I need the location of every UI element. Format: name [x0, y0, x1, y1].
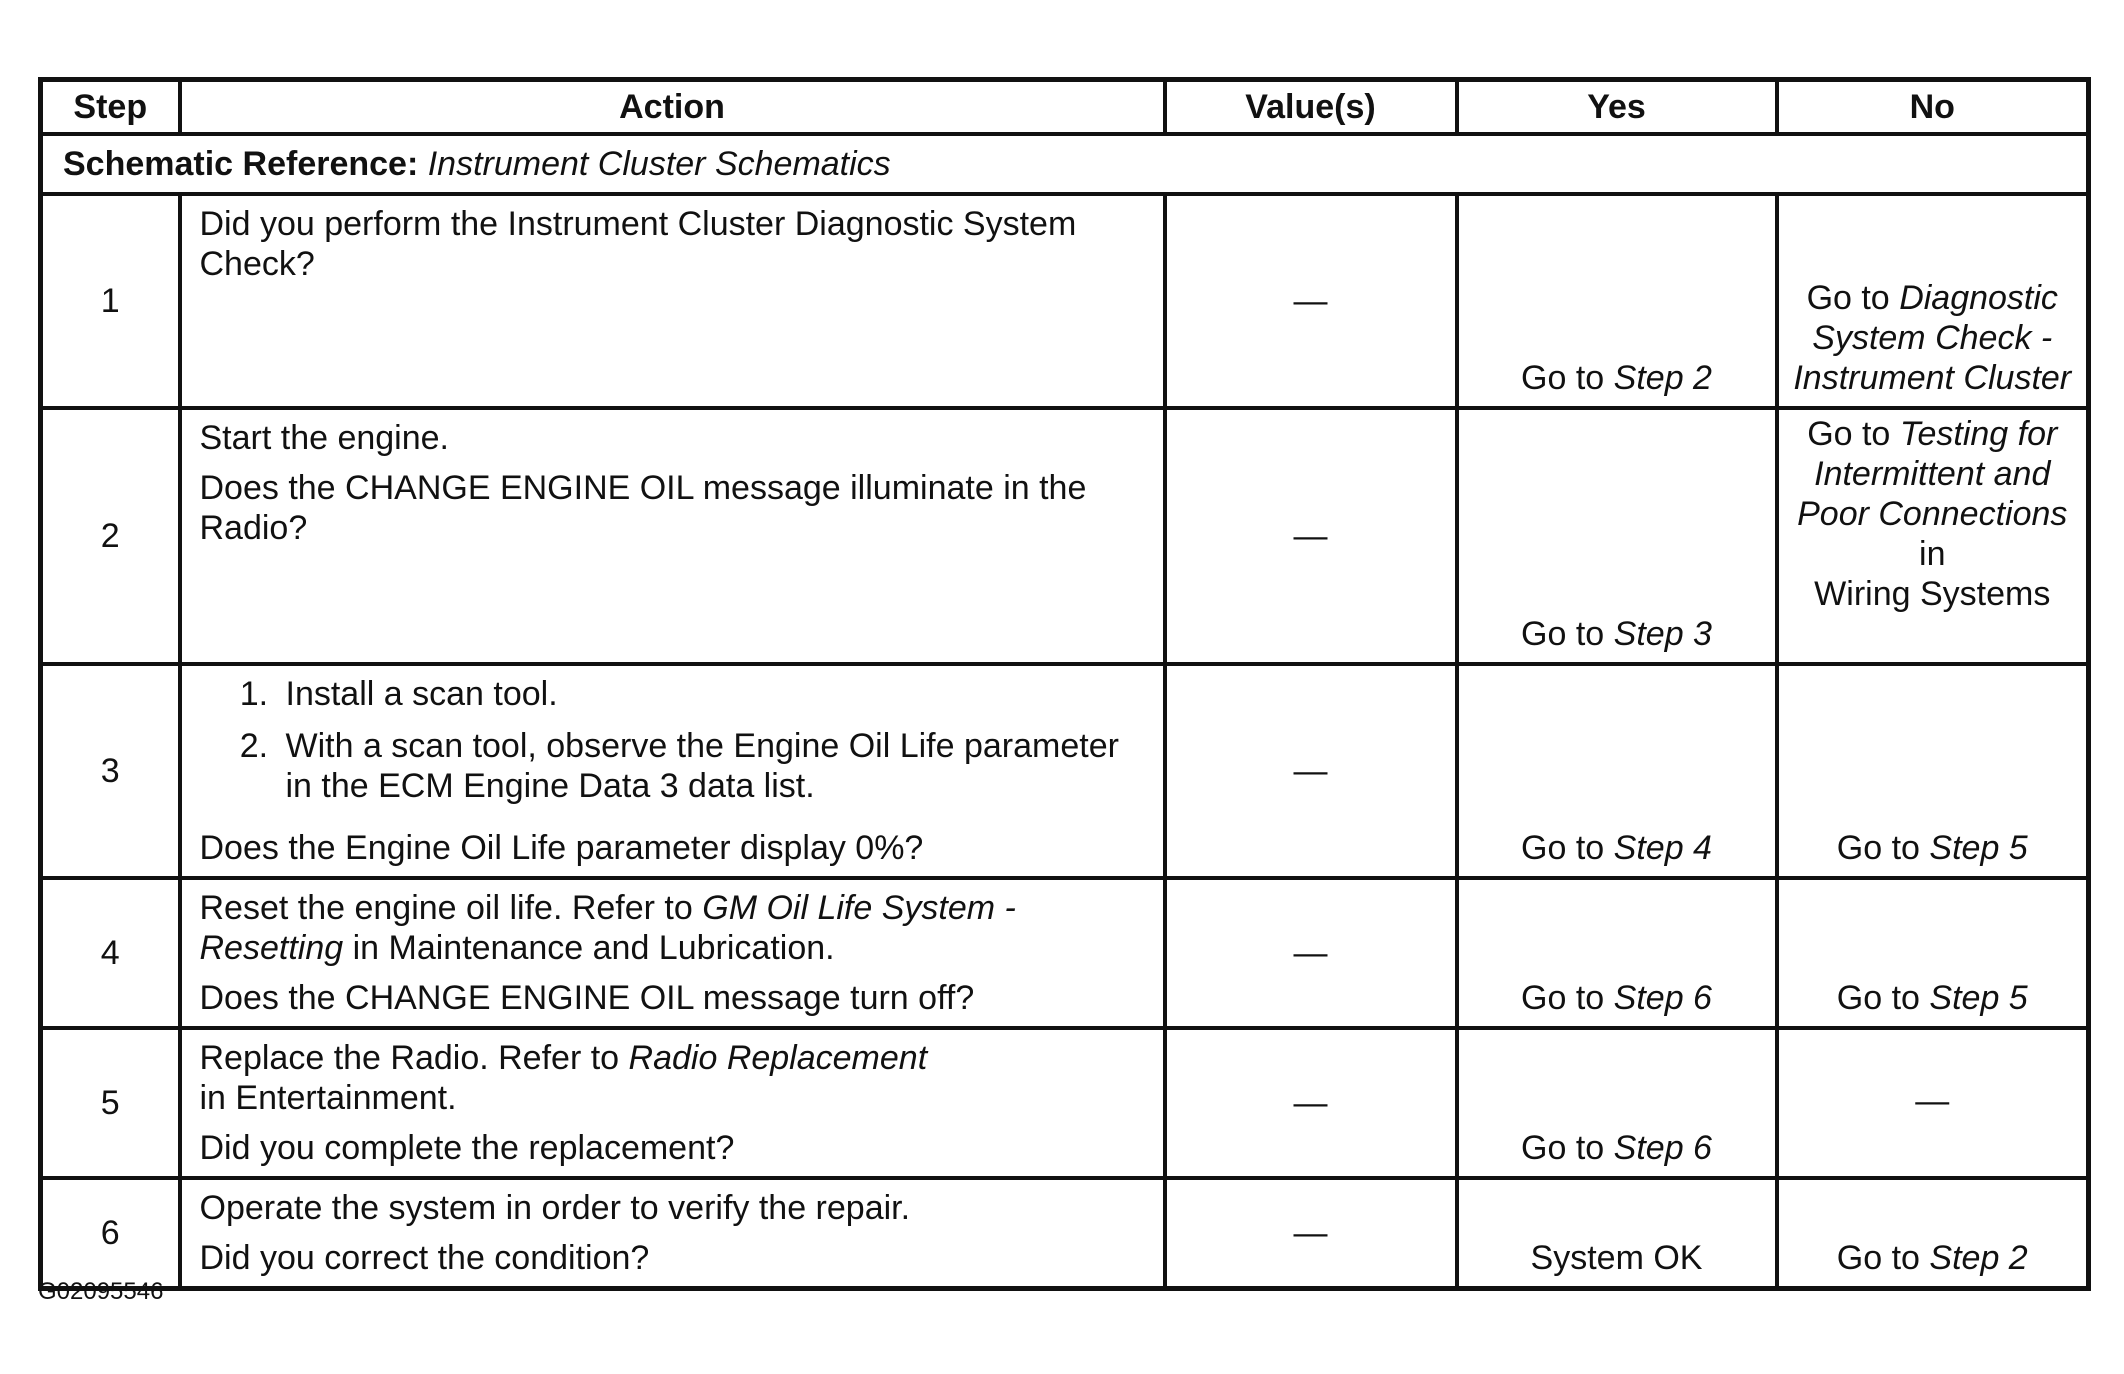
action-text	[200, 888, 1145, 968]
no-link[interactable]: Diagnostic System Check - Instrument Cluster	[1793, 279, 2072, 397]
no-cell	[1777, 1028, 2089, 1178]
action-cell	[180, 408, 1165, 664]
value-cell: —	[1165, 194, 1457, 408]
yes-prefix: Go to	[1521, 1129, 1605, 1167]
no-cell	[1777, 664, 2089, 878]
no-suffix: Wiring Systems	[1814, 575, 2051, 613]
figure-id: G02095546	[38, 1278, 164, 1305]
step-number: 4	[41, 878, 180, 1028]
yes-step-link[interactable]: Step 4	[1613, 829, 1712, 867]
action-text: Operate the system in order to verify the repair.	[199, 1189, 911, 1227]
value-cell: —	[1165, 1178, 1457, 1289]
no-prefix: Go to	[1806, 279, 1890, 317]
no-cell	[1777, 194, 2089, 408]
value-cell: —	[1165, 664, 1457, 878]
step-number: 2	[41, 408, 180, 664]
step-number: 1	[41, 194, 180, 408]
action-cell	[180, 664, 1165, 878]
table-row	[41, 878, 2089, 1028]
action-question: Does the CHANGE ENGINE OIL message turn off?	[199, 979, 975, 1017]
action-question: Does the Engine Oil Life parameter display 0%?	[199, 829, 924, 867]
value-cell: —	[1165, 408, 1457, 664]
no-cell	[1777, 878, 2089, 1028]
yes-text: System OK	[1530, 1239, 1703, 1277]
yes-step-link[interactable]: Step 2	[1613, 359, 1712, 397]
no-mid: in	[1919, 535, 1946, 573]
schematic-reference-link[interactable]: Instrument Cluster Schematics	[427, 145, 891, 183]
yes-cell	[1457, 664, 1777, 878]
schematic-reference-row	[41, 134, 2089, 194]
table-row	[41, 1028, 2089, 1178]
table-row	[41, 664, 2089, 878]
table-row	[41, 194, 2089, 408]
action-cell	[180, 1028, 1165, 1178]
no-cell	[1777, 408, 2089, 664]
step-number: 5	[41, 1028, 180, 1178]
yes-prefix: Go to	[1521, 359, 1605, 397]
action-link[interactable]: Radio Replacement	[628, 1039, 928, 1077]
value-cell: —	[1165, 1028, 1457, 1178]
yes-step-link[interactable]: Step 3	[1613, 615, 1712, 653]
table-row	[41, 1178, 2089, 1289]
action-list-item: 2. With a scan tool, observe the Engine Oil Life parameter in the ECM Engine Data 3 data list.	[278, 726, 1145, 806]
no-cell	[1777, 1178, 2089, 1289]
yes-cell	[1457, 1178, 1777, 1289]
yes-step-link[interactable]: Step 6	[1613, 1129, 1712, 1167]
action-text-b: in Maintenance and Lubrication.	[352, 929, 835, 967]
header-step: Step	[41, 80, 180, 135]
no-prefix: Go to	[1836, 829, 1920, 867]
no-link[interactable]: Step 2	[1929, 1239, 2028, 1277]
yes-cell	[1457, 194, 1777, 408]
step-number: 3	[41, 664, 180, 878]
no-prefix: Go to	[1836, 979, 1920, 1017]
header-action: Action	[180, 80, 1165, 135]
action-text: Did you perform the Instrument Cluster Diagnostic System Check?	[199, 205, 1077, 283]
schematic-reference-label: Schematic Reference:	[63, 145, 419, 183]
action-link[interactable]: GM Oil Life System - Resetting	[199, 889, 1016, 967]
action-cell	[180, 194, 1165, 408]
no-link[interactable]: Step 5	[1929, 829, 2028, 867]
diagnostic-table	[38, 77, 2091, 1291]
no-prefix: Go to	[1836, 1239, 1920, 1277]
schematic-reference	[41, 134, 2089, 194]
yes-cell	[1457, 878, 1777, 1028]
yes-prefix: Go to	[1521, 829, 1605, 867]
action-list	[200, 674, 1145, 818]
action-text-b: in Entertainment.	[199, 1079, 457, 1117]
header-row	[41, 80, 2089, 135]
action-text-a: Replace the Radio. Refer to	[199, 1039, 620, 1077]
action-cell	[180, 878, 1165, 1028]
no-link[interactable]: Testing for Intermittent and Poor Connections	[1797, 415, 2068, 533]
value-cell: —	[1165, 878, 1457, 1028]
action-question: Did you correct the condition?	[199, 1239, 650, 1277]
yes-prefix: Go to	[1521, 615, 1605, 653]
table-row	[41, 408, 2089, 664]
action-cell	[180, 1178, 1165, 1289]
header-yes: Yes	[1457, 80, 1777, 135]
yes-prefix: Go to	[1521, 979, 1605, 1017]
step-number: 6	[41, 1178, 180, 1289]
action-question: Did you complete the replacement?	[199, 1129, 735, 1167]
yes-cell	[1457, 1028, 1777, 1178]
action-text: Start the engine.	[199, 419, 450, 457]
no-link[interactable]: Step 5	[1929, 979, 2028, 1017]
action-text	[200, 1038, 1145, 1118]
yes-cell	[1457, 408, 1777, 664]
no-text: —	[1915, 1082, 1950, 1120]
no-prefix: Go to	[1807, 415, 1891, 453]
yes-step-link[interactable]: Step 6	[1613, 979, 1712, 1017]
action-text-a: Reset the engine oil life. Refer to	[199, 889, 693, 927]
action-list-item: 1. Install a scan tool.	[278, 674, 1145, 714]
header-values: Value(s)	[1165, 80, 1457, 135]
action-question: Does the CHANGE ENGINE OIL message illuminate in the Radio?	[199, 469, 1087, 547]
header-no: No	[1777, 80, 2089, 135]
